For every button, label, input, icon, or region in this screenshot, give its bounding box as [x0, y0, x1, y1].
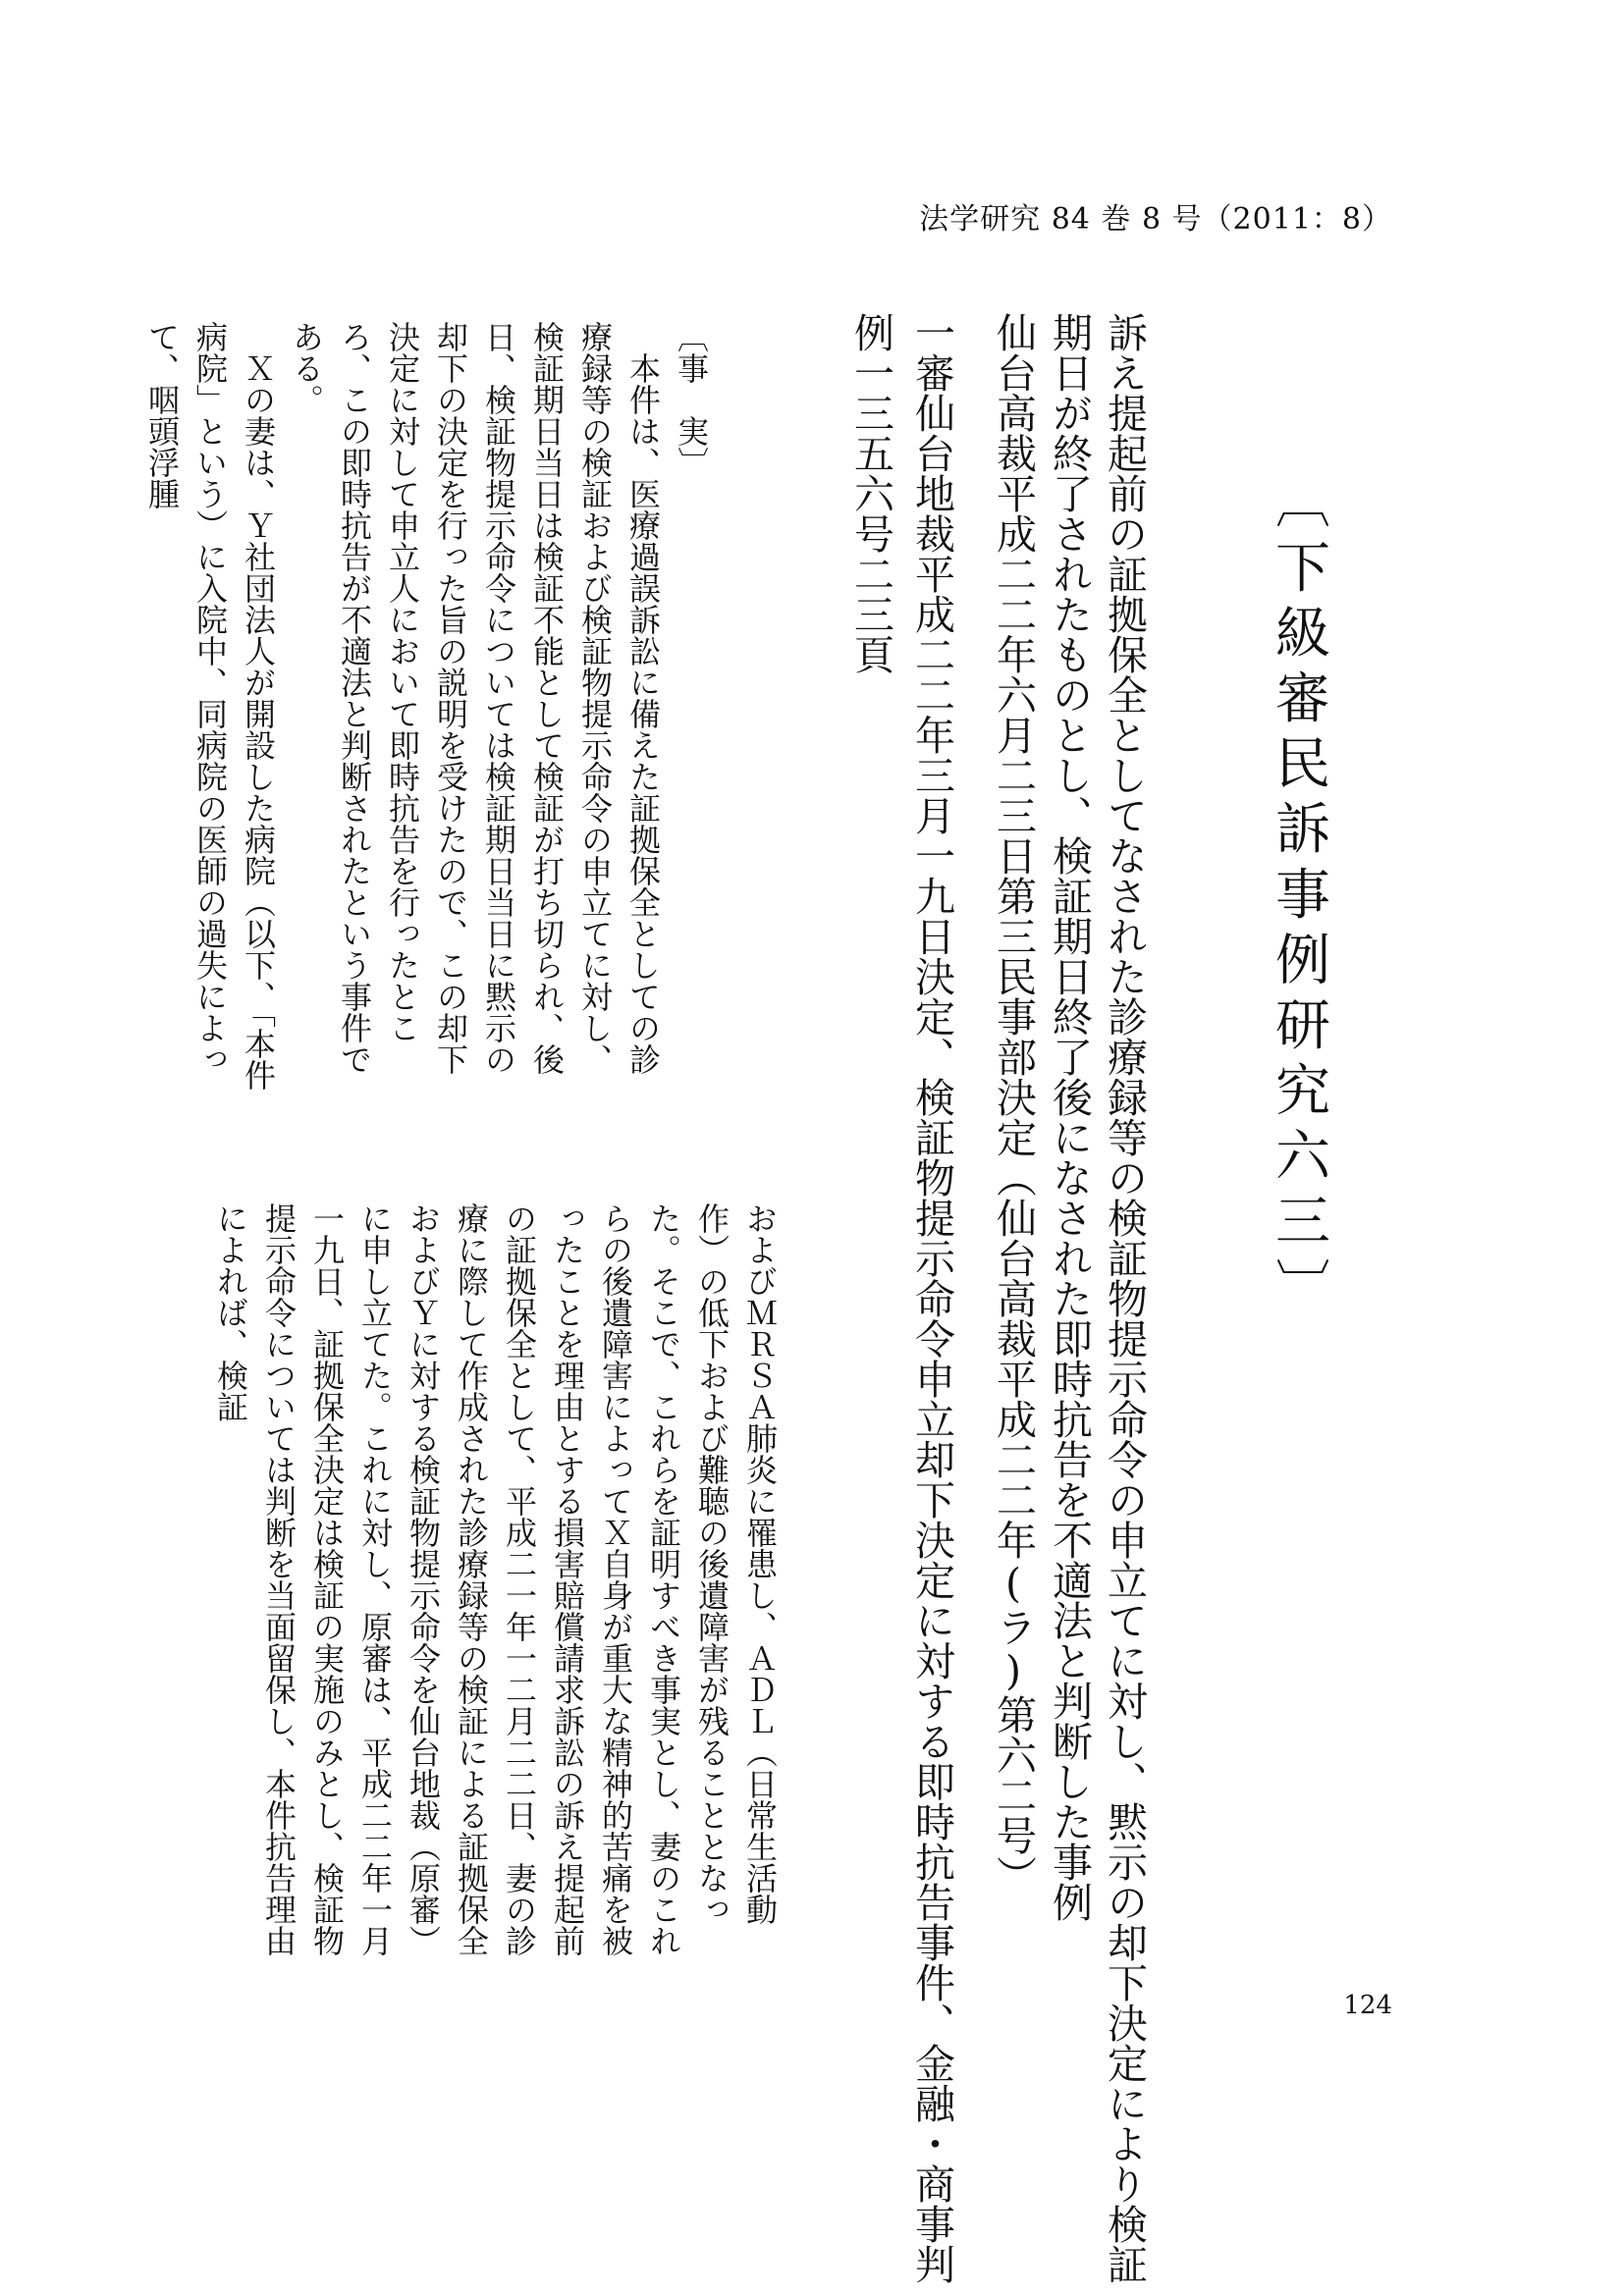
facts-heading: 〔事 実〕	[673, 321, 710, 478]
facts-paragraph-1: 本件は、医療過誤訴訟に備えた証拠保全としての診療録等の検証および検証物提示命令の申立てに対し、検証期日当日は検証不能として検証が打ち切られ、後日、検証物提示命令については検証期日当日に黙示の却下の決定を行った旨の説明を受けたので、この却下決定に対して申立人において即時抗告を行ったところ、この即時抗告が不適法と判断されたという事件である。	[288, 321, 662, 1075]
case-title-line-1: 訴え提起前の証拠保全としてなされた診療録等の検証物提示命令の申立てに対し、黙示の却下決定により検証	[1101, 312, 1148, 2284]
first-instance-line: 一審仙台地裁平成二二年三月一九日決定、検証物提示命令申立却下決定に対する即時抗告事件、金融・商事判	[908, 312, 955, 2284]
running-header: 法学研究 84 巻 8 号（2011：8）	[919, 202, 1392, 237]
facts-upper-column	[143, 321, 715, 1101]
page-number: 124	[1343, 1991, 1392, 2020]
facts-paragraph-3: およびＭＲＳＡ肺炎に罹患し、ＡＤＬ（日常生活動作）の低下および難聴の後遺障害が残ることとなった。そこで、これらを証明すべき事実とし、妻のこれらの後遺障害によってＸ自身が重大な精神的苦痛を被ったことを理由とする損害賠償請求訴訟の訴え提起前の証拠保全として、平成二一年一二月二二日、妻の診療に際して作成された診療録等の検証による証拠保全およびＹに対する検証物提示命令を仙台地裁（原審）に申し立てた。これに対し、原審は、平成二二年一月一九日、証拠保全決定は検証の実施のみとし、検証物提示命令については判断を当面留保し、本件抗告理由によれば、検証	[212, 1202, 779, 1956]
case-title-line-2: 期日が終了されたものとし、検証期日終了後になされた即時抗告を不適法と判断した事例	[1046, 312, 1093, 1922]
facts-lower-column	[212, 1202, 784, 1970]
citation-line: 例一三五六号二三頁	[847, 312, 894, 674]
decision-line: 仙台高裁平成二二年六月二三日第三民事部決定（仙台高裁平成二二年(ラ)第六二号）	[990, 312, 1037, 1896]
section-title: 〔下級審民訴事例研究六三〕	[1267, 473, 1330, 1312]
facts-paragraph-2: Ｘの妻は、Ｙ社団法人が開設した病院（以下、「本件病院」という）に入院中、同病院の医師の過失によって、咽頭浮腫	[143, 321, 277, 1091]
